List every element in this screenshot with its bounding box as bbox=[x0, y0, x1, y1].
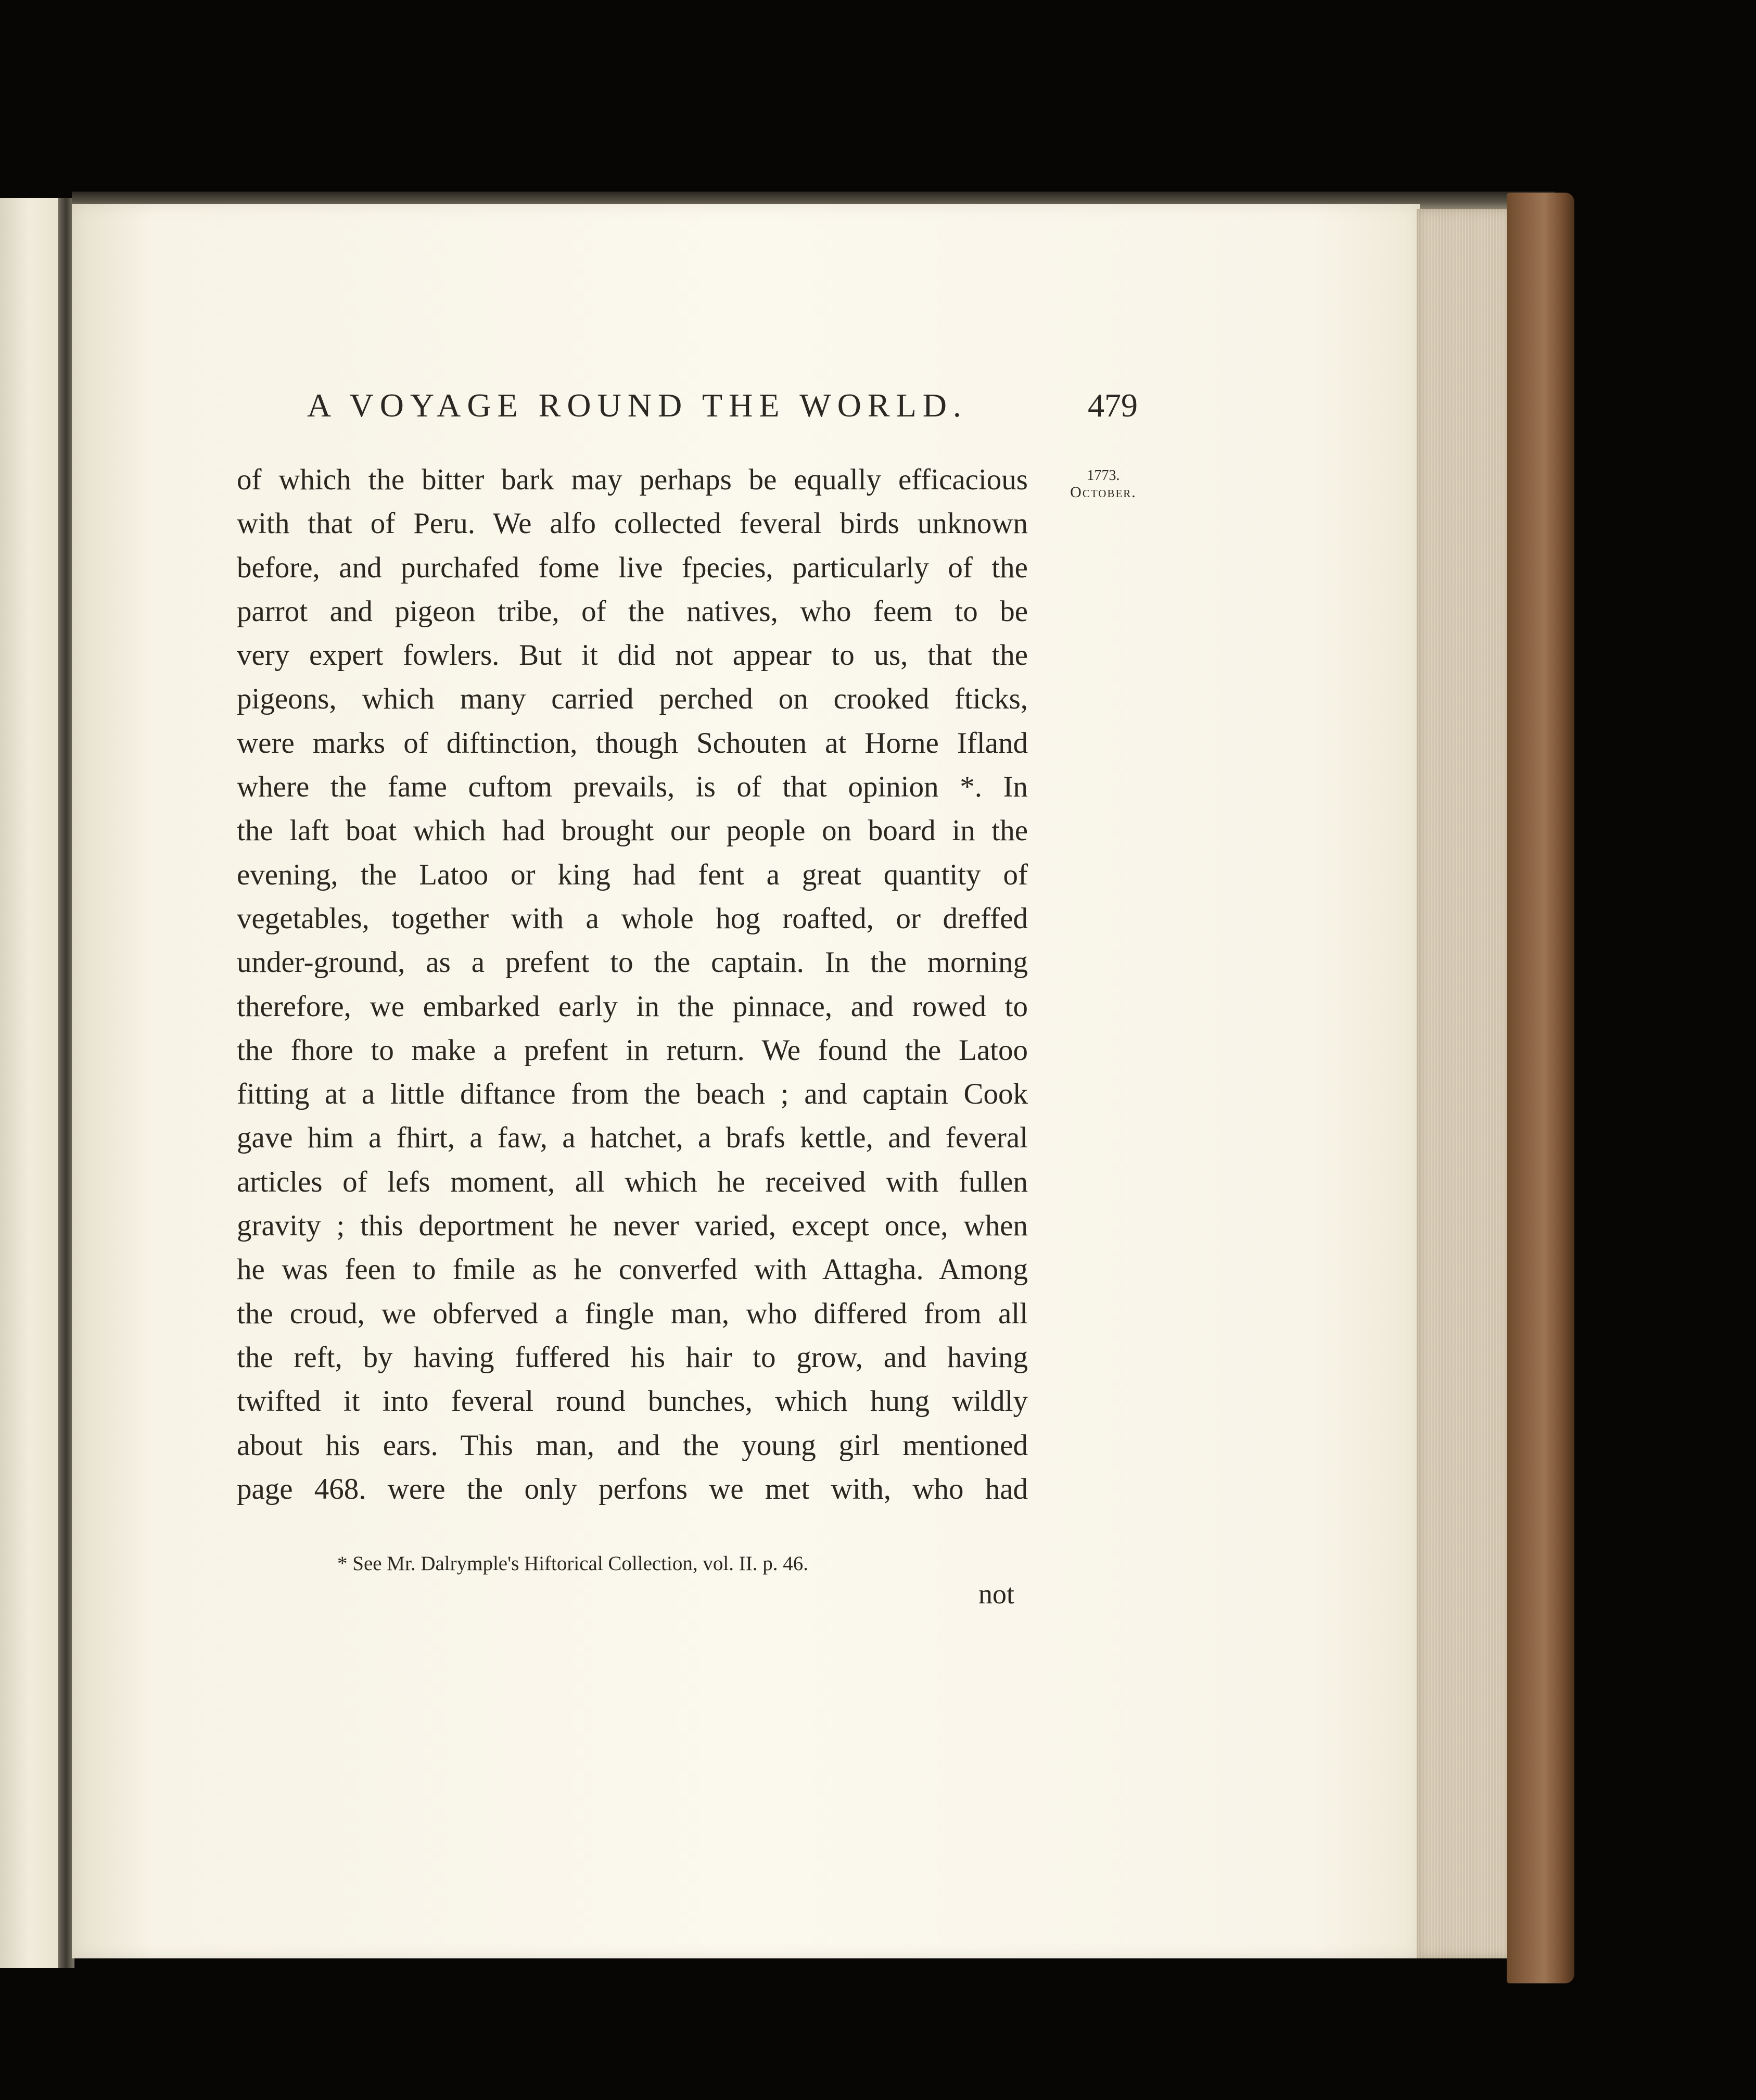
text-line: the reft, by having fuffered his hair to grow, and having bbox=[237, 1340, 1028, 1374]
text-line: very expert fowlers. But it did not appear to us, that the bbox=[237, 639, 1028, 672]
text-line: gave him a fhirt, a faw, a hatchet, a brafs kettle, and feveral bbox=[237, 1121, 1028, 1155]
text-line: the fhore to make a prefent in return. We found the Latoo bbox=[237, 1033, 1028, 1067]
text-line: before, and purchafed fome live fpecies, particularly of the bbox=[237, 551, 1028, 584]
footnote: * See Mr. Dalrymple's Hiftorical Collection, vol. II. p. 46. bbox=[337, 1552, 808, 1575]
text-line: page 468. were the only perfons we met with, who had bbox=[237, 1472, 1028, 1506]
text-line: were marks of diftinction, though Schouten at Horne Ifland bbox=[237, 726, 1028, 760]
running-title: A VOYAGE ROUND THE WORLD. bbox=[307, 387, 968, 424]
text-line: therefore, we embarked early in the pinnace, and rowed to bbox=[237, 990, 1028, 1023]
text-line: with that of Peru. We alfo collected feveral birds unknown bbox=[237, 507, 1028, 540]
text-line: about his ears. This man, and the young girl mentioned bbox=[237, 1428, 1028, 1462]
text-line: of which the bitter bark may perhaps be equally efficacious bbox=[237, 463, 1028, 496]
leather-cover bbox=[1507, 193, 1574, 1983]
page-number: 479 bbox=[1088, 387, 1138, 424]
text-line: twifted it into feveral round bunches, which hung wildly bbox=[237, 1385, 1028, 1418]
margin-year: 1773. bbox=[1087, 467, 1120, 484]
text-line: where the fame cuftom prevails, is of that opinion *. In bbox=[237, 770, 1028, 804]
catchword: not bbox=[978, 1578, 1015, 1610]
text-line: vegetables, together with a whole hog roafted, or dreffed bbox=[237, 902, 1028, 935]
text-line: under-ground, as a prefent to the captain. In the morning bbox=[237, 946, 1028, 979]
text-line: evening, the Latoo or king had fent a great quantity of bbox=[237, 858, 1028, 891]
text-line: articles of lefs moment, all which he received with fullen bbox=[237, 1165, 1028, 1198]
margin-month: October. bbox=[1070, 484, 1137, 501]
text-line: gravity ; this deportment he never varied, except once, when bbox=[237, 1209, 1028, 1243]
text-line: pigeons, which many carried perched on crooked fticks, bbox=[237, 682, 1028, 716]
text-line: parrot and pigeon tribe, of the natives, who feem to be bbox=[237, 594, 1028, 628]
text-line: he was feen to fmile as he converfed with Attagha. Among bbox=[237, 1253, 1028, 1286]
margin-date-note bbox=[1051, 467, 1155, 501]
body-text bbox=[237, 458, 1028, 1511]
page-block-edges bbox=[1417, 209, 1513, 1958]
text-line: the croud, we obferved a fingle man, who differed from all bbox=[237, 1297, 1028, 1330]
text-line: the laft boat which had brought our people on board in the bbox=[237, 814, 1028, 847]
text-line: fitting at a little diftance from the beach ; and captain Cook bbox=[237, 1078, 1028, 1111]
